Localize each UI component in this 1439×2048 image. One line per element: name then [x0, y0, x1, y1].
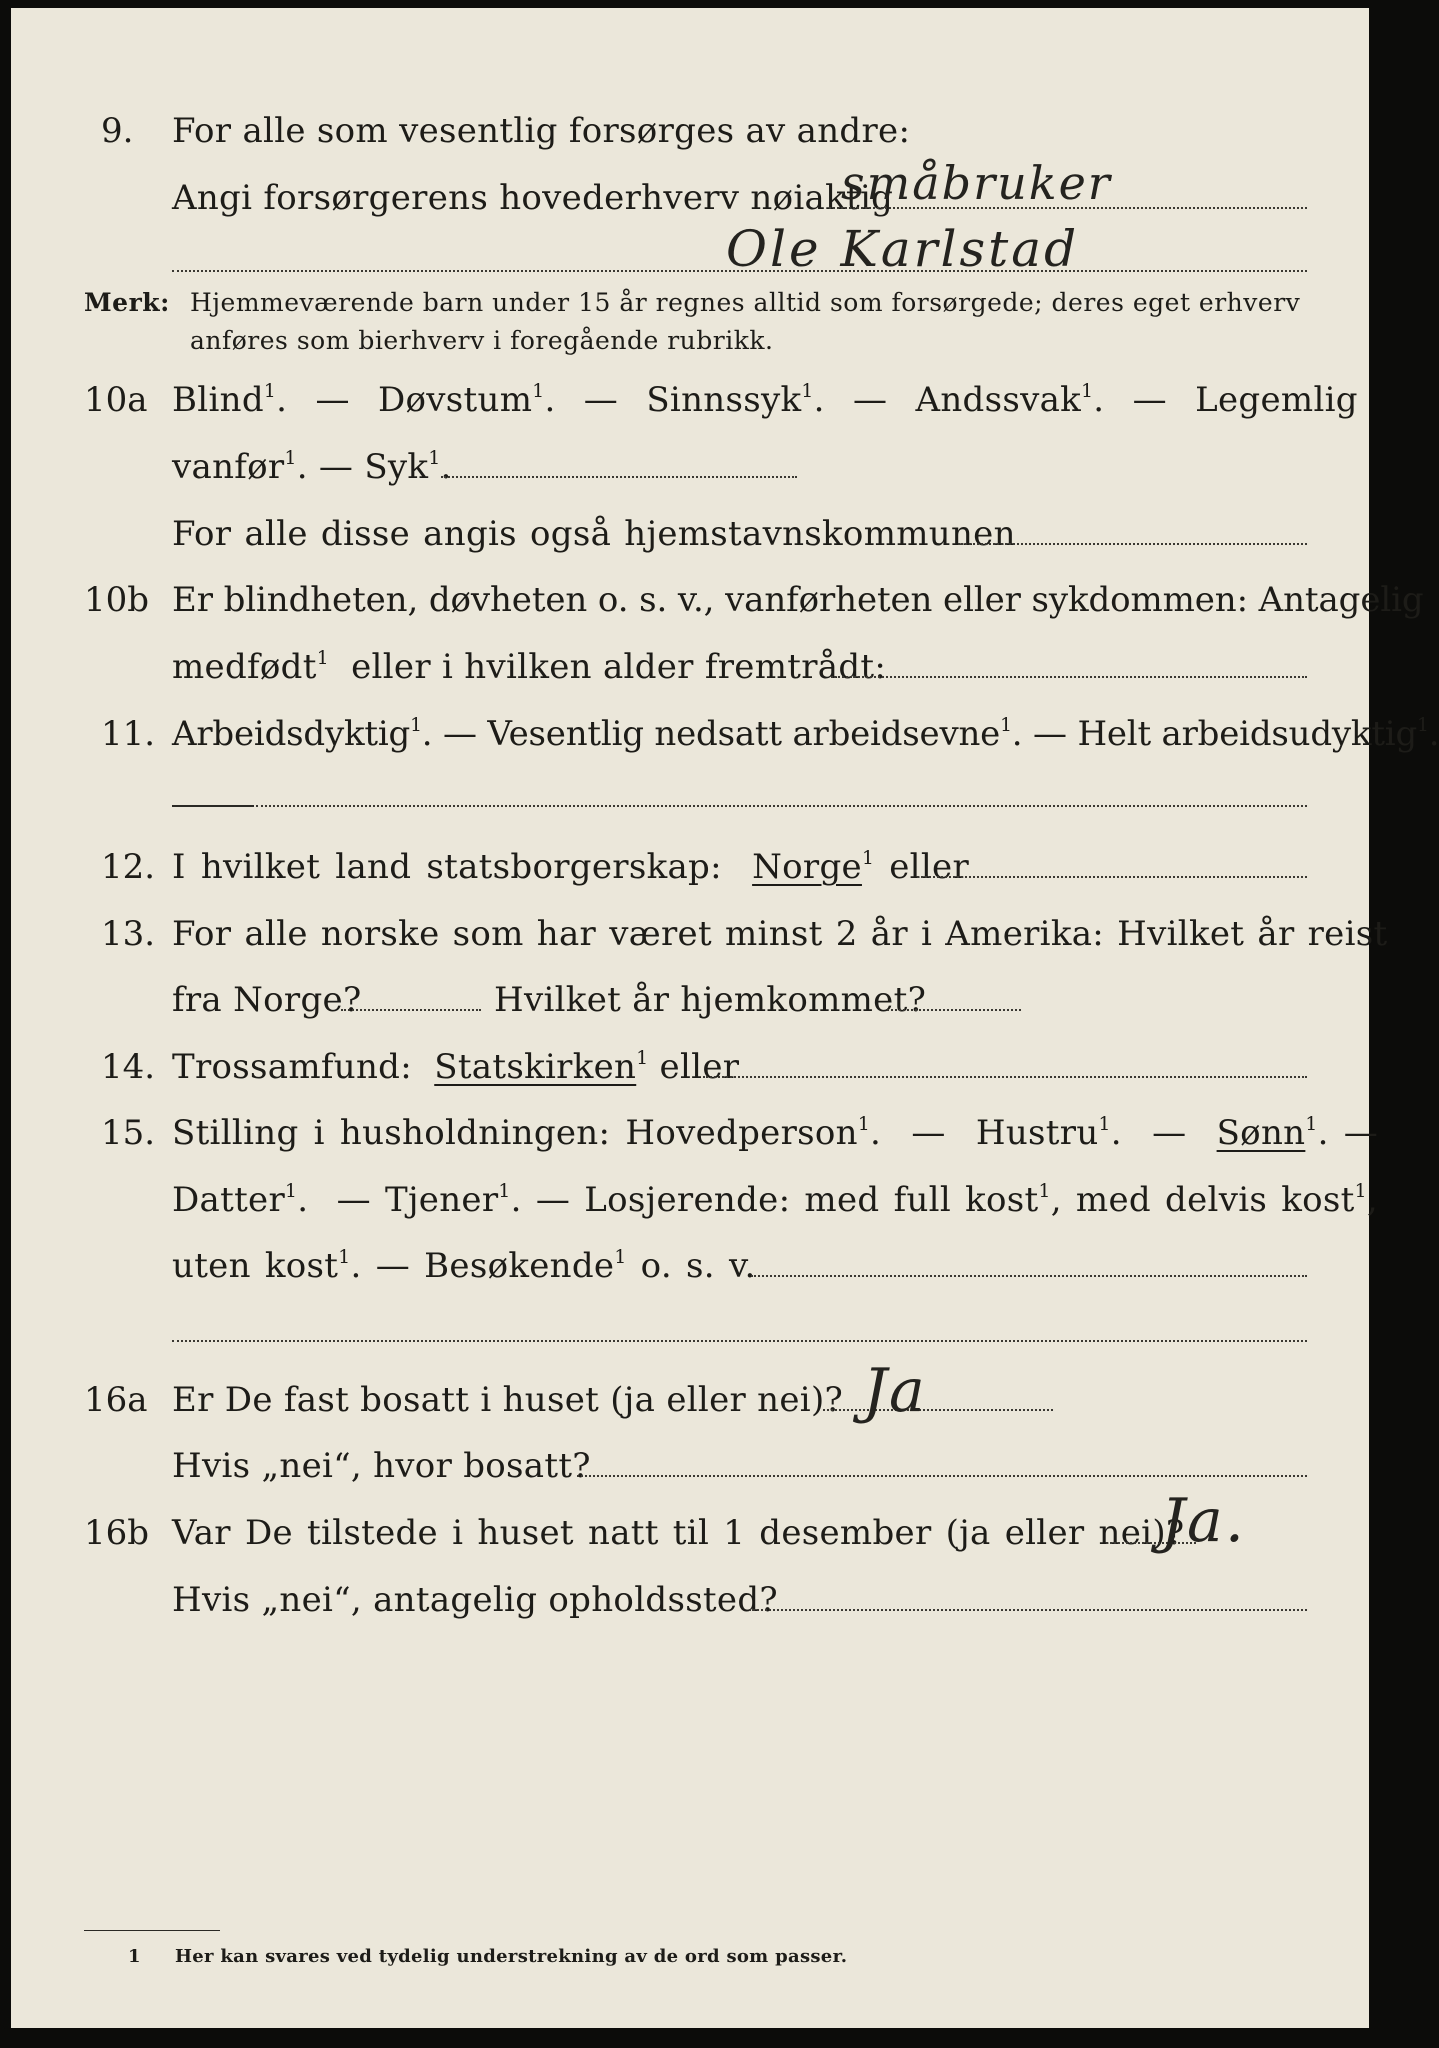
q15-line2: Datter$^1$. — Tjener$^1$. — Losjerende: med full kost$^1$, med delvis kost$^1$, — [172, 1180, 1378, 1220]
q16a-answer-line — [823, 1409, 1053, 1411]
q16a-number: 16a — [84, 1380, 148, 1420]
q16a-line2: Hvis „nei“, hvor bosatt? — [172, 1446, 591, 1486]
q9-handwritten-occupation: småbruker — [841, 156, 1112, 210]
q10a-line1: Blind$^1$. — Døvstum$^1$. — Sinnssyk$^1$. — Andssvak$^1$. — Legemlig — [172, 380, 1358, 420]
opt-hovedperson[interactable]: Hovedperson — [625, 1113, 858, 1153]
q15-stilling-line — [751, 1275, 1307, 1277]
q13-hjemkommet-line — [887, 1009, 1021, 1011]
q13-line2b: Hvilket år hjemkommet? — [494, 980, 927, 1020]
q10a-number: 10a — [84, 380, 148, 420]
opt-uten-kost[interactable]: uten kost — [172, 1246, 339, 1286]
q14-number: 14. — [101, 1047, 156, 1087]
q10b-line2: medfødt$^1$ eller i hvilken alder fremtrådt: — [172, 647, 887, 687]
q11-rule-dotted — [256, 805, 1307, 807]
merk-line1: Hjemmeværende barn under 15 år regnes alltid som forsørgede; deres eget erhverv — [190, 288, 1301, 317]
q11-rule-solid — [172, 805, 254, 807]
q11-number: 11. — [101, 714, 156, 754]
q13-number: 13. — [101, 914, 156, 954]
q15-extra-line — [172, 1340, 1307, 1342]
q10b-line1: Er blindheten, døvheten o. s. v., vanførheten eller sykdommen: Antagelig — [172, 580, 1424, 620]
q16b-line1: Var De tilstede i huset natt til 1 desember (ja eller nei)? — [172, 1513, 1185, 1553]
q10b-alder-line — [831, 676, 1307, 678]
q16a-handwritten-answer: Ja — [863, 1356, 927, 1426]
q9-line2-label: Angi forsørgerens hovederhverv nøiaktig — [172, 178, 894, 218]
opt-datter[interactable]: Datter — [172, 1180, 286, 1220]
opt-tjener[interactable]: Tjener — [384, 1180, 499, 1220]
opt-udyktig[interactable]: Helt arbeidsudyktig — [1077, 714, 1418, 754]
q12-number: 12. — [101, 847, 156, 887]
opt-sonn-underlined[interactable]: Sønn — [1216, 1113, 1306, 1153]
q10a-line2: vanfør$^1$. — Syk$^1$. — [172, 447, 452, 487]
opt-syk[interactable]: Syk — [364, 447, 429, 487]
opt-arbeidsdyktig[interactable]: Arbeidsdyktig — [172, 714, 411, 754]
q16b-number: 16b — [84, 1513, 150, 1553]
q16b-handwritten-answer: Ja. — [1161, 1486, 1246, 1556]
q14-line: Trossamfund: Statskirken$^1$ eller — [172, 1047, 740, 1087]
q14-trossamfund-line — [703, 1076, 1307, 1078]
q9-handwritten-provider: Ole Karlstad — [726, 220, 1080, 278]
q13-line2a: fra Norge? — [172, 980, 362, 1020]
footnote-separator — [84, 1930, 220, 1931]
q9-line1: For alle som vesentlig forsørges av andre: — [172, 111, 911, 151]
merk-label: Merk: — [84, 288, 170, 317]
opt-sinnssyk[interactable]: Sinnssyk — [646, 380, 802, 420]
merk-line2: anføres som bierhverv i foregående rubrikk. — [190, 326, 774, 355]
opt-losjerende-full[interactable]: Losjerende: med full kost — [584, 1180, 1039, 1220]
q10a-line3: For alle disse angis også hjemstavnskommunen — [172, 514, 1016, 554]
footnote-text: Her kan svares ved tydelig understrekning av de ord som passer. — [175, 1946, 848, 1967]
opt-hustru[interactable]: Hustru — [975, 1113, 1099, 1153]
q15-line1: Stilling i husholdningen: Hovedperson$^1$. — Hustru$^1$. — Sønn$^1$. — — [172, 1113, 1379, 1153]
q12-land-line — [917, 876, 1307, 878]
opt-blind[interactable]: Blind — [172, 380, 264, 420]
q13-reist-line — [341, 1009, 481, 1011]
opt-nedsatt[interactable]: Vesentlig nedsatt arbeidsevne — [487, 714, 1001, 754]
q10a-syk-line — [441, 476, 797, 478]
q9-number: 9. — [101, 111, 134, 151]
q10b-number: 10b — [84, 580, 150, 620]
q12-line: I hvilket land statsborgerskap: Norge$^1$ eller — [172, 847, 970, 887]
q15-line3: uten kost$^1$. — Besøkende$^1$ o. s. v. — [172, 1246, 756, 1286]
opt-dovstum[interactable]: Døvstum — [377, 380, 533, 420]
opt-besokende[interactable]: Besøkende — [424, 1246, 615, 1286]
opt-legemlig[interactable]: Legemlig — [1195, 380, 1358, 420]
opt-vanfor[interactable]: vanfør — [172, 447, 285, 487]
opt-statskirken-underlined[interactable]: Statskirken — [434, 1047, 637, 1087]
q16b-opholdssted-line — [749, 1609, 1307, 1611]
footnote-mark: 1 — [128, 1946, 141, 1967]
q10a-kommune-line — [958, 543, 1307, 545]
q16a-line1: Er De fast bosatt i huset (ja eller nei)? — [172, 1380, 844, 1420]
census-form-page — [11, 8, 1439, 2028]
q13-line1: For alle norske som har været minst 2 år i Amerika: Hvilket år reist — [172, 914, 1388, 954]
q11-options: Arbeidsdyktig$^1$. — Vesentlig nedsatt arbeidsevne$^1$. — Helt arbeidsudyktig$^1$. — [172, 714, 1439, 754]
q16b-line2: Hvis „nei“, antagelig opholdssted? — [172, 1580, 778, 1620]
q16a-bosatt-line — [577, 1475, 1307, 1477]
opt-norge-underlined[interactable]: Norge — [752, 847, 862, 887]
opt-medfodt[interactable]: medfødt — [172, 647, 317, 687]
opt-losjerende-delvis[interactable]: med delvis kost — [1075, 1180, 1355, 1220]
opt-andssvak[interactable]: Andssvak — [915, 380, 1082, 420]
q15-number: 15. — [101, 1113, 156, 1153]
